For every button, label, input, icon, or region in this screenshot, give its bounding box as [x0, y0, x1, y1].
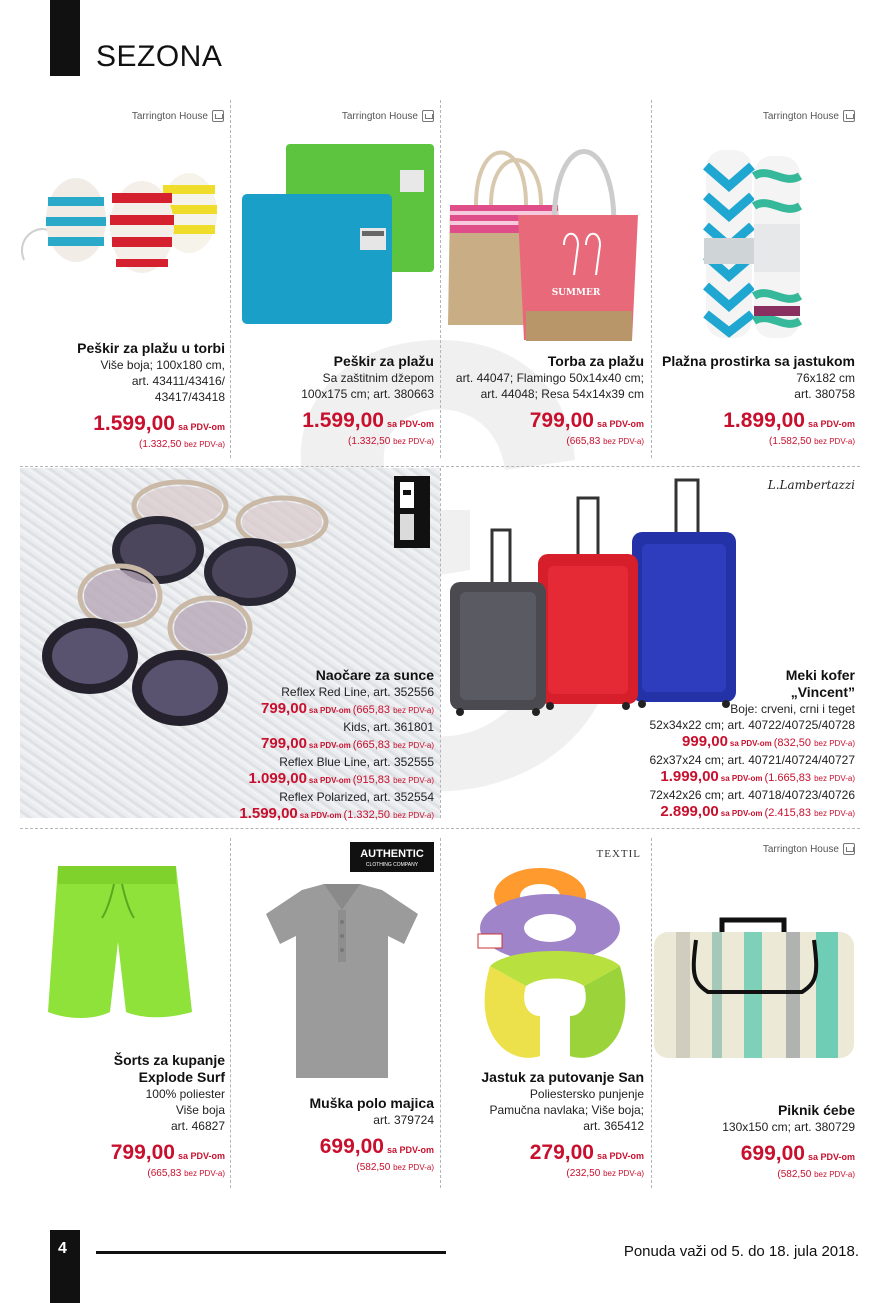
variant-price: 999,00 sa PDV-om (832,50 bez PDV-a)	[682, 733, 855, 750]
house-icon	[843, 843, 855, 855]
price: 799,00	[529, 409, 594, 432]
price: 1.899,00	[723, 409, 805, 432]
product-desc: 100% poliester	[145, 1087, 225, 1101]
beach-bag-image	[446, 135, 642, 345]
product-name: Meki kofer	[785, 667, 855, 683]
brand-label: Tarrington House	[763, 843, 855, 855]
product-suitcase	[555, 667, 855, 822]
product-shorts	[20, 1052, 225, 1180]
offer-validity: Ponuda važi od 5. do 18. jula 2018.	[623, 1243, 859, 1260]
product-name: Plažna prostirka sa jastukom	[662, 353, 855, 369]
product-polo	[229, 1095, 434, 1174]
net-price: (582,50 bez PDV-a)	[356, 1162, 434, 1173]
logo-text: AUTHENTIC	[360, 848, 424, 860]
price-suffix: sa PDV-om	[386, 419, 434, 429]
product-desc: Boje: crveni, crni i teget	[730, 702, 855, 716]
product-desc: art. 46827	[170, 1119, 225, 1133]
product-pillow	[439, 1069, 644, 1180]
variant-label: 52x34x22 cm; art. 40722/40725/40728	[649, 718, 855, 732]
divider	[20, 466, 860, 467]
brand-label: Tarrington House	[342, 110, 434, 122]
product-towel	[229, 353, 434, 448]
product-desc: art. 43411/43416/	[131, 374, 225, 388]
price-suffix: sa PDV-om	[177, 1151, 225, 1161]
product-name: Piknik ćebe	[777, 1102, 855, 1118]
product-name: „Vincent”	[790, 684, 855, 700]
picnic-blanket-image	[652, 912, 858, 1062]
product-sunglasses	[134, 667, 434, 824]
net-price: (232,50 bez PDV-a)	[566, 1168, 644, 1179]
variant-label: Reflex Polarized, art. 352554	[279, 790, 434, 804]
variant-label: 62x37x24 cm; art. 40721/40724/40727	[649, 753, 855, 767]
net-price: (582,50 bez PDV-a)	[777, 1169, 855, 1180]
product-desc: art. 379724	[373, 1113, 434, 1127]
house-icon	[843, 110, 855, 122]
brand-label: TEXTIL	[596, 848, 641, 860]
price: 1.599,00	[93, 412, 175, 435]
price-suffix: sa PDV-om	[807, 419, 855, 429]
footer-rule	[96, 1251, 446, 1254]
product-desc: art. 44048; Resa 54x14x39 cm	[480, 387, 644, 401]
price-suffix: sa PDV-om	[177, 422, 225, 432]
product-desc: art. 44047; Flamingo 50x14x40 cm;	[455, 371, 644, 385]
product-name: Peškir za plažu	[333, 353, 434, 369]
avanglion-logo	[394, 476, 430, 548]
price: 279,00	[529, 1141, 594, 1164]
price: 1.599,00	[302, 409, 384, 432]
product-desc: Poliestersko punjenje	[529, 1087, 644, 1101]
product-desc: art. 380758	[794, 387, 855, 401]
net-price: (665,83 bez PDV-a)	[147, 1168, 225, 1179]
variant-price: 1.599,00 sa PDV-om (1.332,50 bez PDV-a)	[239, 805, 434, 822]
page-number: 4	[58, 1240, 67, 1257]
price-suffix: sa PDV-om	[596, 419, 644, 429]
variant-price: 799,00 sa PDV-om (665,83 bez PDV-a)	[261, 700, 434, 717]
brand-label: Tarrington House	[763, 110, 855, 122]
divider	[20, 828, 860, 829]
product-name: Explode Surf	[138, 1069, 225, 1085]
authentic-logo	[350, 842, 434, 872]
brand-label: L.Lambertazzi	[767, 478, 855, 492]
page-title: SEZONA	[96, 40, 223, 73]
travel-pillow-image	[470, 866, 636, 1066]
product-desc: Pamučna navlaka; Više boja;	[489, 1103, 644, 1117]
net-price: (1.332,50 bez PDV-a)	[348, 436, 434, 447]
product-desc: 43417/43418	[154, 390, 225, 404]
price-suffix: sa PDV-om	[596, 1151, 644, 1161]
polo-shirt-image	[262, 880, 422, 1080]
product-name: Naočare za sunce	[315, 667, 434, 683]
product-name: Šorts za kupanje	[113, 1052, 225, 1068]
product-name: Jastuk za putovanje San	[481, 1069, 644, 1085]
product-beach-bag	[436, 353, 644, 448]
price: 699,00	[319, 1135, 384, 1158]
variant-price: 1.099,00 sa PDV-om (915,83 bez PDV-a)	[248, 770, 434, 787]
net-price: (665,83 bez PDV-a)	[566, 436, 644, 447]
product-beach-mat	[650, 353, 855, 448]
beach-mat-image	[700, 146, 810, 342]
towel-bag-image	[14, 165, 226, 295]
variant-price: 1.999,00 sa PDV-om (1.665,83 bez PDV-a)	[660, 768, 855, 785]
product-desc: Više boja	[175, 1103, 225, 1117]
variant-label: Kids, art. 361801	[343, 720, 434, 734]
product-desc: 76x182 cm	[796, 371, 855, 385]
variant-label: 72x42x26 cm; art. 40718/40723/40726	[649, 788, 855, 802]
header-accent-bar	[50, 0, 80, 76]
product-desc: Sa zaštitnim džepom	[322, 371, 434, 385]
net-price: (1.582,50 bez PDV-a)	[769, 436, 855, 447]
brand-label: Tarrington House	[132, 110, 224, 122]
product-desc: 100x175 cm; art. 380663	[301, 387, 434, 401]
variant-price: 799,00 sa PDV-om (665,83 bez PDV-a)	[261, 735, 434, 752]
net-price: (1.332,50 bez PDV-a)	[139, 439, 225, 450]
shorts-image	[44, 862, 194, 1032]
variant-price: 2.899,00 sa PDV-om (2.415,83 bez PDV-a)	[660, 803, 855, 820]
price-suffix: sa PDV-om	[386, 1145, 434, 1155]
product-desc: 130x150 cm; art. 380729	[722, 1120, 855, 1134]
logo-subtext: CLOTHING COMPANY	[365, 862, 419, 868]
variant-label: Reflex Blue Line, art. 352555	[279, 755, 434, 769]
variant-label: Reflex Red Line, art. 352556	[281, 685, 434, 699]
product-desc: Više boja; 100x180 cm,	[100, 358, 225, 372]
house-icon	[422, 110, 434, 122]
product-blanket	[650, 1102, 855, 1181]
divider	[440, 468, 441, 818]
product-name: Muška polo majica	[309, 1095, 434, 1111]
product-towel-bag	[15, 340, 225, 451]
price: 799,00	[110, 1141, 175, 1164]
product-name: Torba za plažu	[547, 353, 644, 369]
price-suffix: sa PDV-om	[807, 1152, 855, 1162]
price: 699,00	[740, 1142, 805, 1165]
avanglion-logo-mark	[394, 476, 430, 548]
svg-text:SUMMER: SUMMER	[551, 288, 601, 298]
towel-image	[240, 140, 436, 330]
product-desc: art. 365412	[583, 1119, 644, 1133]
product-name: Peškir za plažu u torbi	[77, 340, 225, 356]
house-icon	[212, 110, 224, 122]
